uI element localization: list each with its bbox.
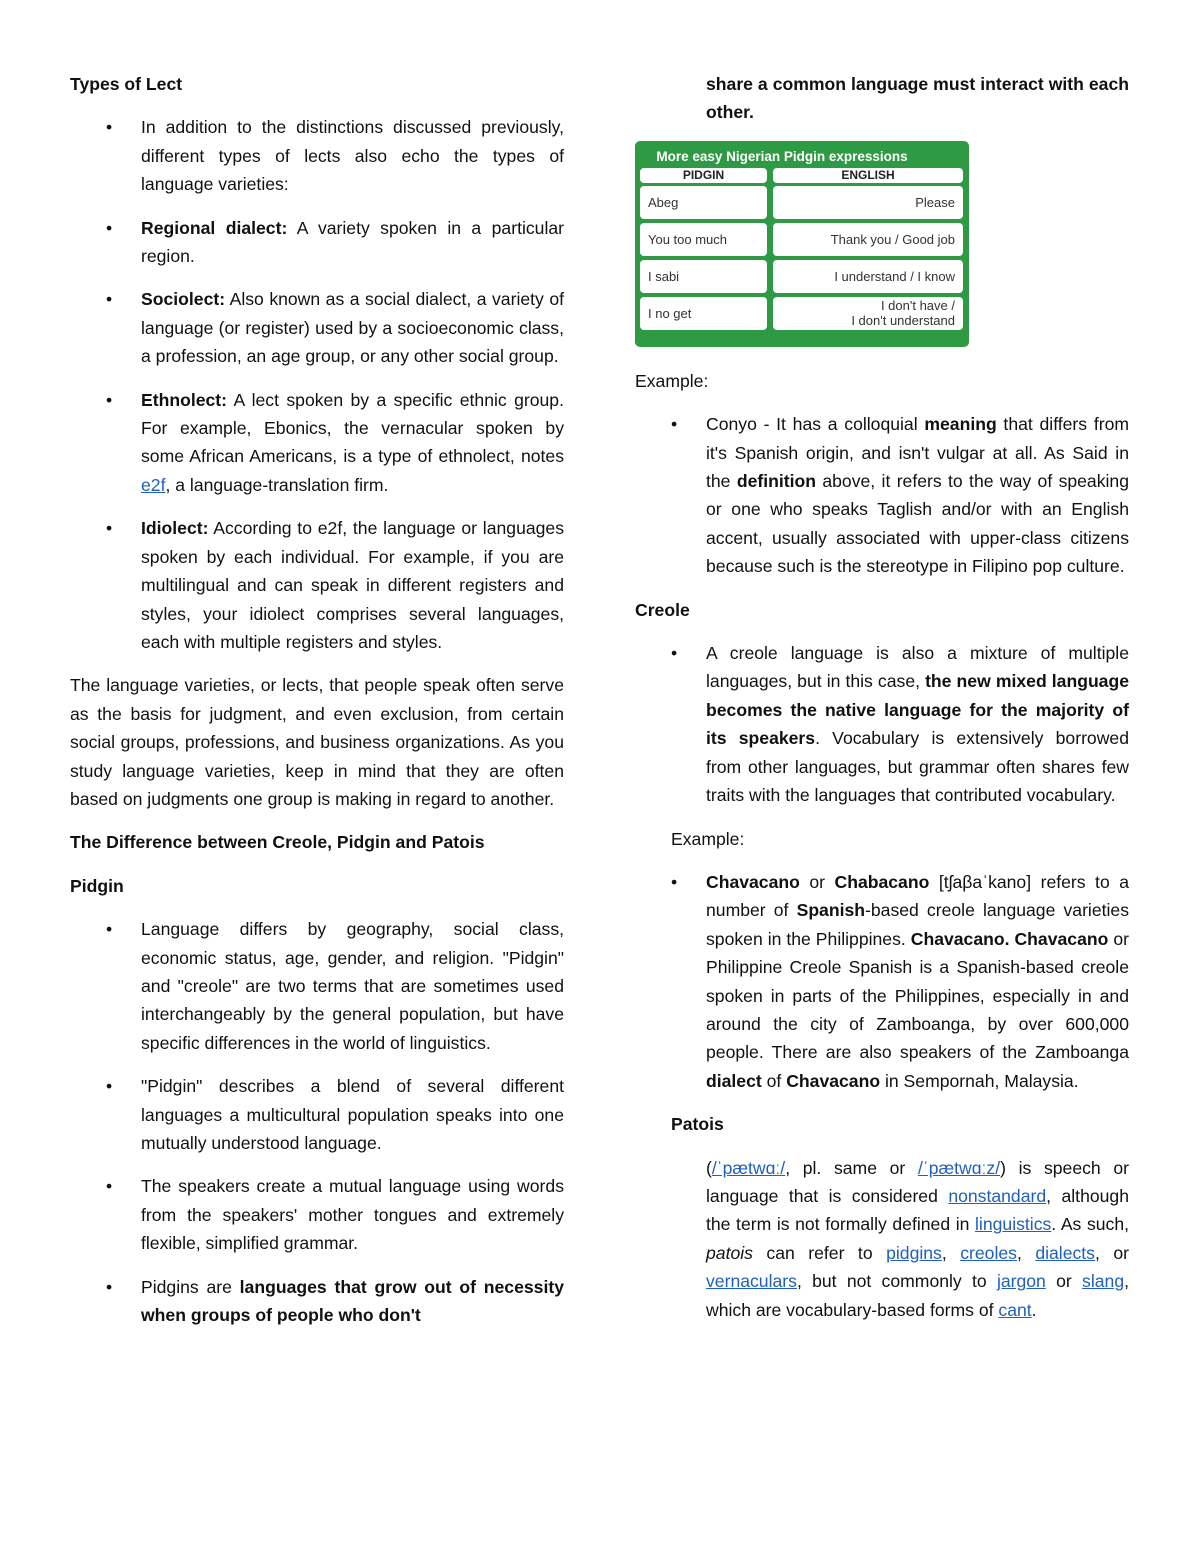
column-header-english: ENGLISH bbox=[773, 168, 963, 183]
column-header-pidgin: PIDGIN bbox=[640, 168, 767, 183]
cant-link[interactable]: cant bbox=[998, 1299, 1032, 1320]
list-item: • Language differs by geography, social class, economic status, age, gender, and religion. "Pidgin" and "creole" are two terms that are sometimes used interchangeably by the general population, but have specific differences in the world of linguistics. bbox=[70, 915, 564, 1057]
example-label-2: Example: bbox=[671, 828, 745, 849]
vernaculars-link[interactable]: vernaculars bbox=[706, 1271, 797, 1292]
list-item: • Sociolect: Also known as a social dialect, a variety of language (or register) used by a socioeconomic class, a profession, an age group, or any other social group. bbox=[70, 285, 564, 370]
language-varieties-paragraph: The language varieties, or lects, that people speak often serve as the basis for judgment, and even exclusion, from certain social groups, professions, and business organizations. As you study language varieties, keep in mind that they are often based on judgments one group is making in regard to another. bbox=[70, 675, 564, 809]
creoles-link[interactable]: creoles bbox=[960, 1242, 1017, 1263]
list-item: • The speakers create a mutual language using words from the speakers' mother tongues and extremely flexible, simplified grammar. bbox=[70, 1172, 564, 1257]
pidgin-table-title: More easy Nigerian Pidgin expressions bbox=[656, 148, 908, 164]
pidgin-table-header bbox=[640, 168, 964, 183]
jargon-link[interactable]: jargon bbox=[996, 1271, 1046, 1292]
slang-link[interactable]: slang bbox=[1082, 1271, 1125, 1292]
pidgin-list bbox=[70, 915, 564, 1329]
list-item: • Regional dialect: A variety spoken in a particular region. bbox=[70, 214, 564, 271]
nonstandard-link[interactable]: nonstandard bbox=[948, 1185, 1047, 1206]
creole-list bbox=[635, 639, 1129, 809]
linguistics-link[interactable]: linguistics bbox=[975, 1214, 1052, 1235]
list-item: • "Pidgin" describes a blend of several different languages a multicultural population speaks into one mutually understood language. bbox=[70, 1072, 564, 1157]
ipa-link-singular[interactable]: /ˈpætwɑː/ bbox=[711, 1157, 786, 1178]
pidgin-expressions-table bbox=[635, 141, 969, 347]
pidgin-heading: Pidgin bbox=[70, 875, 124, 896]
table-row: You too much Thank you / Good job bbox=[640, 223, 964, 256]
patois-paragraph: (/ˈpætwɑː/, pl. same or /ˈpætwɑːz/) is speech or language that is considered nonstandard, although the term is not formally defined in linguistics. As such, patois can refer to pidgins, creoles, dialects, or vernaculars, but not commonly to jargon or slang, which are vocabulary-based forms of cant. bbox=[706, 1157, 1129, 1320]
list-item: • In addition to the distinctions discussed previously, different types of lects also echo the types of language varieties: bbox=[70, 113, 564, 198]
difference-heading: The Difference between Creole, Pidgin and Patois bbox=[70, 832, 485, 853]
ipa-link-plural[interactable]: /ˈpætwɑːz/ bbox=[917, 1157, 1001, 1178]
table-row: Abeg Please bbox=[640, 186, 964, 219]
table-row: I sabi I understand / I know bbox=[640, 260, 964, 293]
chavacano-list bbox=[635, 868, 1129, 1095]
list-item: • A creole language is also a mixture of multiple languages, but in this case, the new mixed language becomes the native language for the majority of its speakers. Vocabulary is extensively borrowed from other languages, but grammar often shares few traits with the languages that contributed vocabulary. bbox=[635, 639, 1129, 809]
dialects-link[interactable]: dialects bbox=[1035, 1242, 1095, 1263]
right-column bbox=[635, 70, 1129, 1324]
list-item: • Ethnolect: A lect spoken by a specific ethnic group. For example, Ebonics, the vernacular spoken by some African Americans, is a type of ethnolect, notes e2f, a language-translation firm. bbox=[70, 386, 564, 500]
types-of-lect-heading: Types of Lect bbox=[70, 74, 183, 94]
e2f-link[interactable]: e2f bbox=[141, 474, 166, 495]
list-item: • Chavacano or Chabacano [tʃaβaˈkano] refers to a number of Spanish-based creole language varieties spoken in the Philippines. Chavacano. Chavacano or Philippine Creole Spanish is a Spanish-based creole spoken in parts of the Philippines, especially in and around the city of Zamboanga, by over 600,000 people. There are also speakers of the Zamboanga dialect of Chavacano in Sempornah, Malaysia. bbox=[635, 868, 1129, 1095]
list-item: • Pidgins are languages that grow out of necessity when groups of people who don't bbox=[70, 1273, 564, 1330]
list-item: • Idiolect: According to e2f, the language or languages spoken by each individual. For example, if you are multilingual and can speak in different registers and styles, your idiolect comprises several languages, each with multiple registers and styles. bbox=[70, 514, 564, 656]
lect-types-list bbox=[70, 113, 564, 656]
patois-heading: Patois bbox=[671, 1114, 724, 1135]
left-column bbox=[70, 70, 564, 1329]
continuation-text: share a common language must interact with each other. bbox=[706, 74, 1129, 123]
pidgins-link[interactable]: pidgins bbox=[886, 1242, 942, 1263]
list-item: • Conyo - It has a colloquial meaning that differs from it's Spanish origin, and isn't vulgar at all. As Said in the definition above, it refers to the way of speaking or one who speaks Taglish and/or with an English accent, usually associated with upper-class citizens because such is the stereotype in Filipino pop culture. bbox=[635, 410, 1129, 580]
example-label: Example: bbox=[635, 370, 709, 391]
table-row: I no get I don't have / I don't understand bbox=[640, 297, 964, 330]
creole-heading: Creole bbox=[635, 599, 690, 620]
conyo-list bbox=[635, 410, 1129, 580]
